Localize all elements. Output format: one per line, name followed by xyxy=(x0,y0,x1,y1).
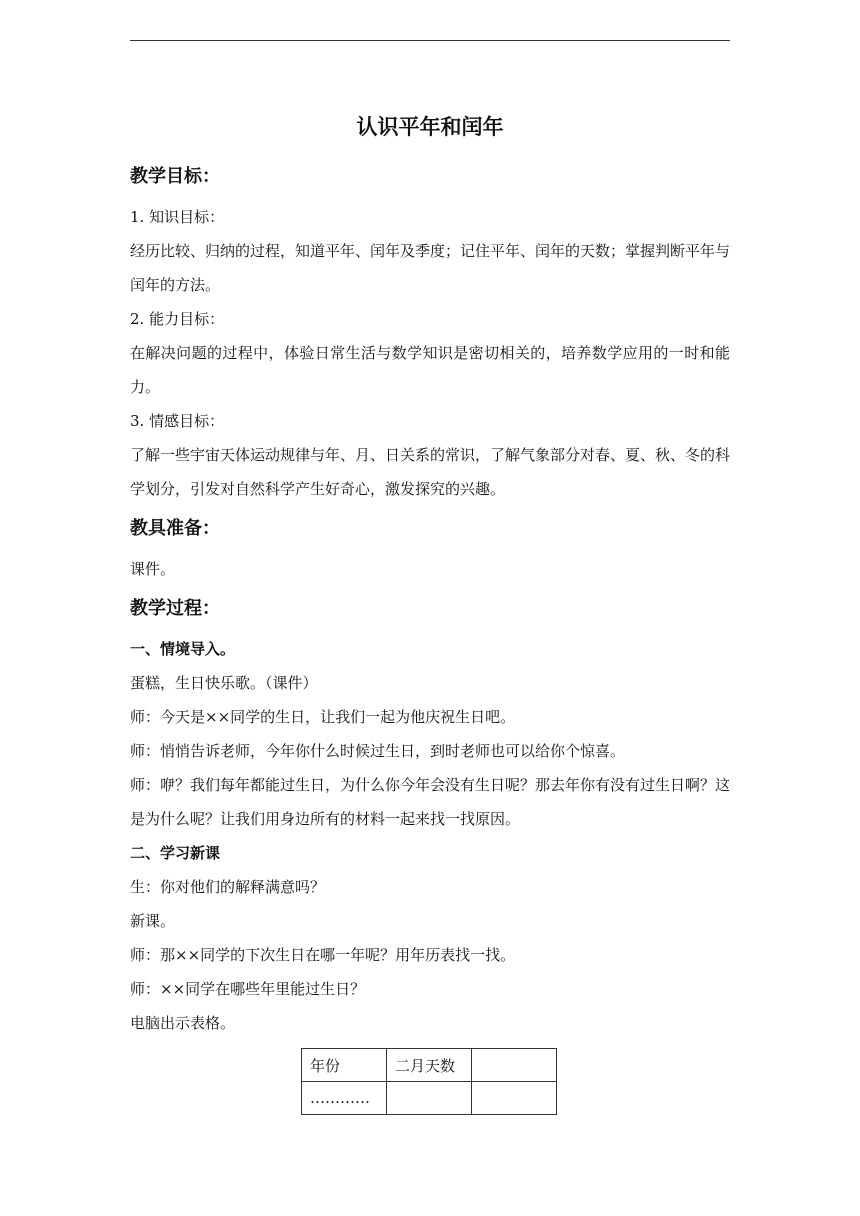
objective-text-emotion: 了解一些宇宙天体运动规律与年、月、日关系的常识，了解气象部分对春、夏、秋、冬的科学划分，引发对自然科学产生好奇心，激发探究的兴趣。 xyxy=(130,446,731,498)
process-heading: 教学过程： xyxy=(130,598,220,619)
objective-text-knowledge: 经历比较、归纳的过程，知道平年、闰年及季度；记住平年、闰年的天数；掌握判断平年与闰年的方法。 xyxy=(130,242,731,294)
objective-label-ability: 2. 能力目标： xyxy=(130,310,225,328)
document-body xyxy=(130,110,730,1115)
table-cell: ………… xyxy=(302,1082,387,1115)
header-rule xyxy=(130,40,730,41)
part2-line: 师：××同学在哪些年里能过生日？ xyxy=(130,980,366,998)
part1-line: 师：悄悄告诉老师，今年你什么时候过生日，到时老师也可以给你个惊喜。 xyxy=(130,742,626,760)
part1-line: 师：咿？我们每年都能过生日，为什么你今年会没有生日呢？那去年你有没有过生日啊？这是为什么呢？让我们用身边所有的材料一起来找一找原因。 xyxy=(130,776,731,828)
table-row xyxy=(302,1049,557,1082)
part2-line: 新课。 xyxy=(130,912,176,930)
part2-line: 电脑出示表格。 xyxy=(130,1014,236,1032)
table-cell: 年份 xyxy=(302,1049,387,1082)
table-cell xyxy=(472,1049,557,1082)
table-cell xyxy=(387,1082,472,1115)
part2-line: 生：你对他们的解释满意吗？ xyxy=(130,878,326,896)
materials-heading: 教具准备： xyxy=(130,518,220,539)
part1-line: 师：今天是××同学的生日，让我们一起为他庆祝生日吧。 xyxy=(130,708,516,726)
part1-line: 蛋糕，生日快乐歌。（课件） xyxy=(130,674,318,692)
objective-text-ability: 在解决问题的过程中，体验日常生活与数学知识是密切相关的，培养数学应用的一时和能力。 xyxy=(130,344,730,396)
objective-label-knowledge: 1. 知识目标： xyxy=(130,208,225,226)
table-row xyxy=(302,1082,557,1115)
part2-heading: 二、学习新课 xyxy=(130,844,221,862)
year-table xyxy=(301,1048,557,1115)
table-cell: 二月天数 xyxy=(387,1049,472,1082)
part2-line: 师：那××同学的下次生日在哪一年呢？用年历表找一找。 xyxy=(130,946,516,964)
part1-heading: 一、情境导入。 xyxy=(130,640,236,658)
table-cell xyxy=(472,1082,557,1115)
objectives-heading: 教学目标： xyxy=(130,166,220,187)
document-title: 认识平年和闰年 xyxy=(356,115,504,139)
materials-text: 课件。 xyxy=(130,560,176,578)
objective-label-emotion: 3. 情感目标： xyxy=(130,412,225,430)
